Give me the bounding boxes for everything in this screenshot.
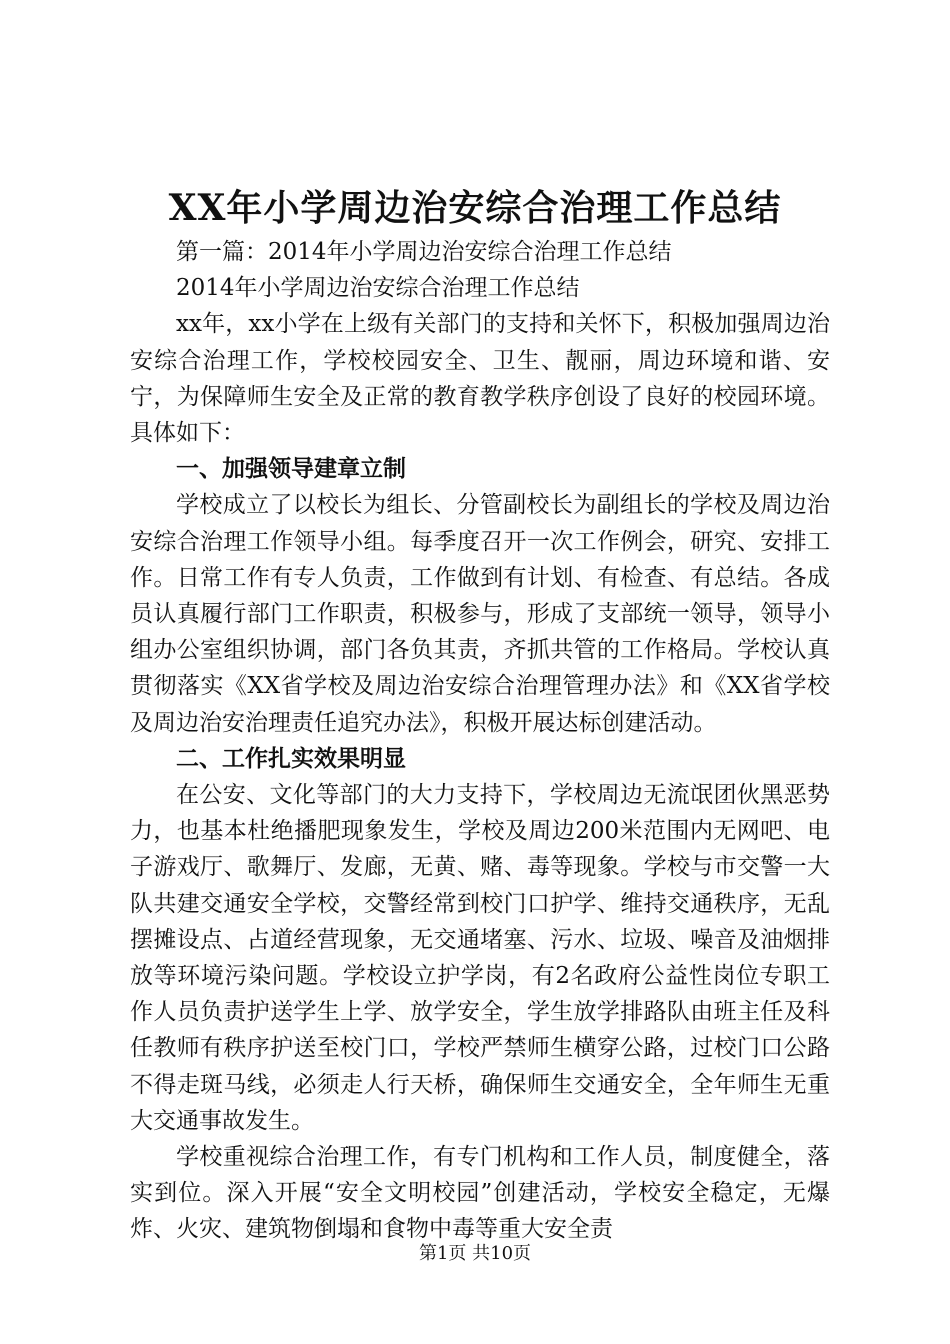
page-footer: 第1页 共10页 xyxy=(418,1243,532,1264)
section-1-paragraph: 学校成立了以校长为组长、分管副校长为副组长的学校及周边治安综合治理工作领导小组。每季度召开一次工作例会，研究、安排工作。日常工作有专人负责，工作做到有计划、有检查、有总结。各成员认真履行部门工作职责，积极参与，形成了支部统一领导，领导小组办公室组织协调，部门各负其责，齐抓共管的工作格局。学校认真贯彻落实《XX省学校及周边治安综合治理管理办法》和《XX省学校及周边治安治理责任追究办法》，积极开展达标创建活动。 xyxy=(130,492,830,736)
document-body xyxy=(130,234,830,1248)
subtitle-part-one: 第一篇：2014年小学周边治安综合治理工作总结 xyxy=(176,239,672,265)
intro-paragraph: xx年，xx小学在上级有关部门的支持和关怀下，积极加强周边治安综合治理工作，学校校园安全、卫生、靓丽，周边环境和谐、安宁，为保障师生安全及正常的教育教学秩序创设了良好的校园环境。具体如下： xyxy=(130,311,830,447)
section-2-paragraph-2: 学校重视综合治理工作，有专门机构和工作人员，制度健全，落实到位。深入开展“安全文明校园”创建活动，学校安全稳定，无爆炸、火灾、建筑物倒塌和食物中毒等重大安全责 xyxy=(130,1144,830,1243)
section-heading-2: 二、工作扎实效果明显 xyxy=(176,745,406,772)
document-title: XX年小学周边治安综合治理工作总结 xyxy=(168,187,782,229)
section-2-paragraph-1: 在公安、文化等部门的大力支持下，学校周边无流氓团伙黑恶势力，也基本杜绝播肥现象发生，学校及周边200米范围内无网吧、电子游戏厅、歌舞厅、发廊，无黄、赌、毒等现象。学校与市交警一大队共建交通安全学校，交警经常到校门口护学、维持交通秩序，无乱摆摊设点、占道经营现象，无交通堵塞、污水、垃圾、噪音及油烟排放等环境污染问题。学校设立护学岗，有2名政府公益性岗位专职工作人员负责护送学生上学、放学安全，学生放学排路队由班主任及科任教师有秩序护送至校门口，学校严禁师生横穿公路，过校门口公路不得走斑马线，必须走人行天桥，确保师生交通安全，全年师生无重大交通事故发生。 xyxy=(130,782,830,1134)
subtitle-year: 2014年小学周边治安综合治理工作总结 xyxy=(176,275,580,302)
section-heading-1: 一、加强领导建章立制 xyxy=(176,456,406,483)
